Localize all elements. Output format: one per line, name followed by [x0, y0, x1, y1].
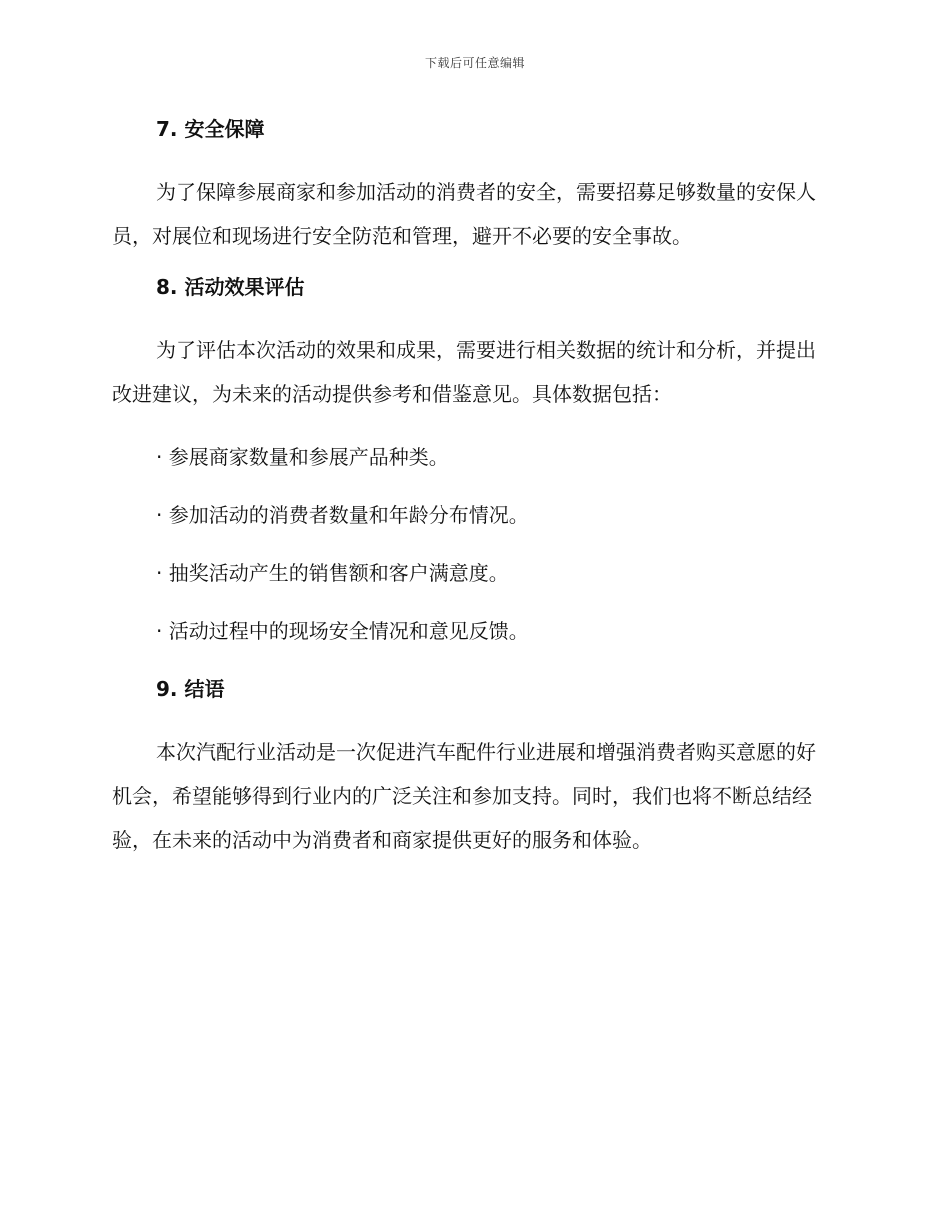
- section-heading-evaluation: 8. 活动效果评估: [156, 275, 305, 299]
- section-paragraph-conclusion: 本次汽配行业活动是一次促进汽车配件行业进展和增强消费者购买意愿的好机会，希望能够得到行业内的广泛关注和参加支持。同时，我们也将不断总结经验，在未来的活动中为消费者和商家提供更好的服务和体验。: [112, 740, 816, 852]
- header-note: 下载后可任意编辑: [424, 56, 525, 70]
- section-heading-safety: 7. 安全保障: [156, 117, 265, 141]
- list-item: · 活动过程中的现场安全情况和意见反馈。: [156, 619, 529, 643]
- section-heading-conclusion: 9. 结语: [156, 677, 225, 701]
- list-item: · 参展商家数量和参展产品种类。: [156, 445, 449, 469]
- section-paragraph-evaluation: 为了评估本次活动的效果和成果，需要进行相关数据的统计和分析，并提出改进建议，为未来的活动提供参考和借鉴意见。具体数据包括：: [112, 338, 816, 406]
- document-content: [112, 112, 832, 862]
- list-item: · 参加活动的消费者数量和年龄分布情况。: [156, 503, 529, 527]
- section-paragraph-safety: 为了保障参展商家和参加活动的消费者的安全，需要招募足够数量的安保人员，对展位和现场进行安全防范和管理，避开不必要的安全事故。: [112, 180, 816, 248]
- list-item: · 抽奖活动产生的销售额和客户满意度。: [156, 561, 509, 585]
